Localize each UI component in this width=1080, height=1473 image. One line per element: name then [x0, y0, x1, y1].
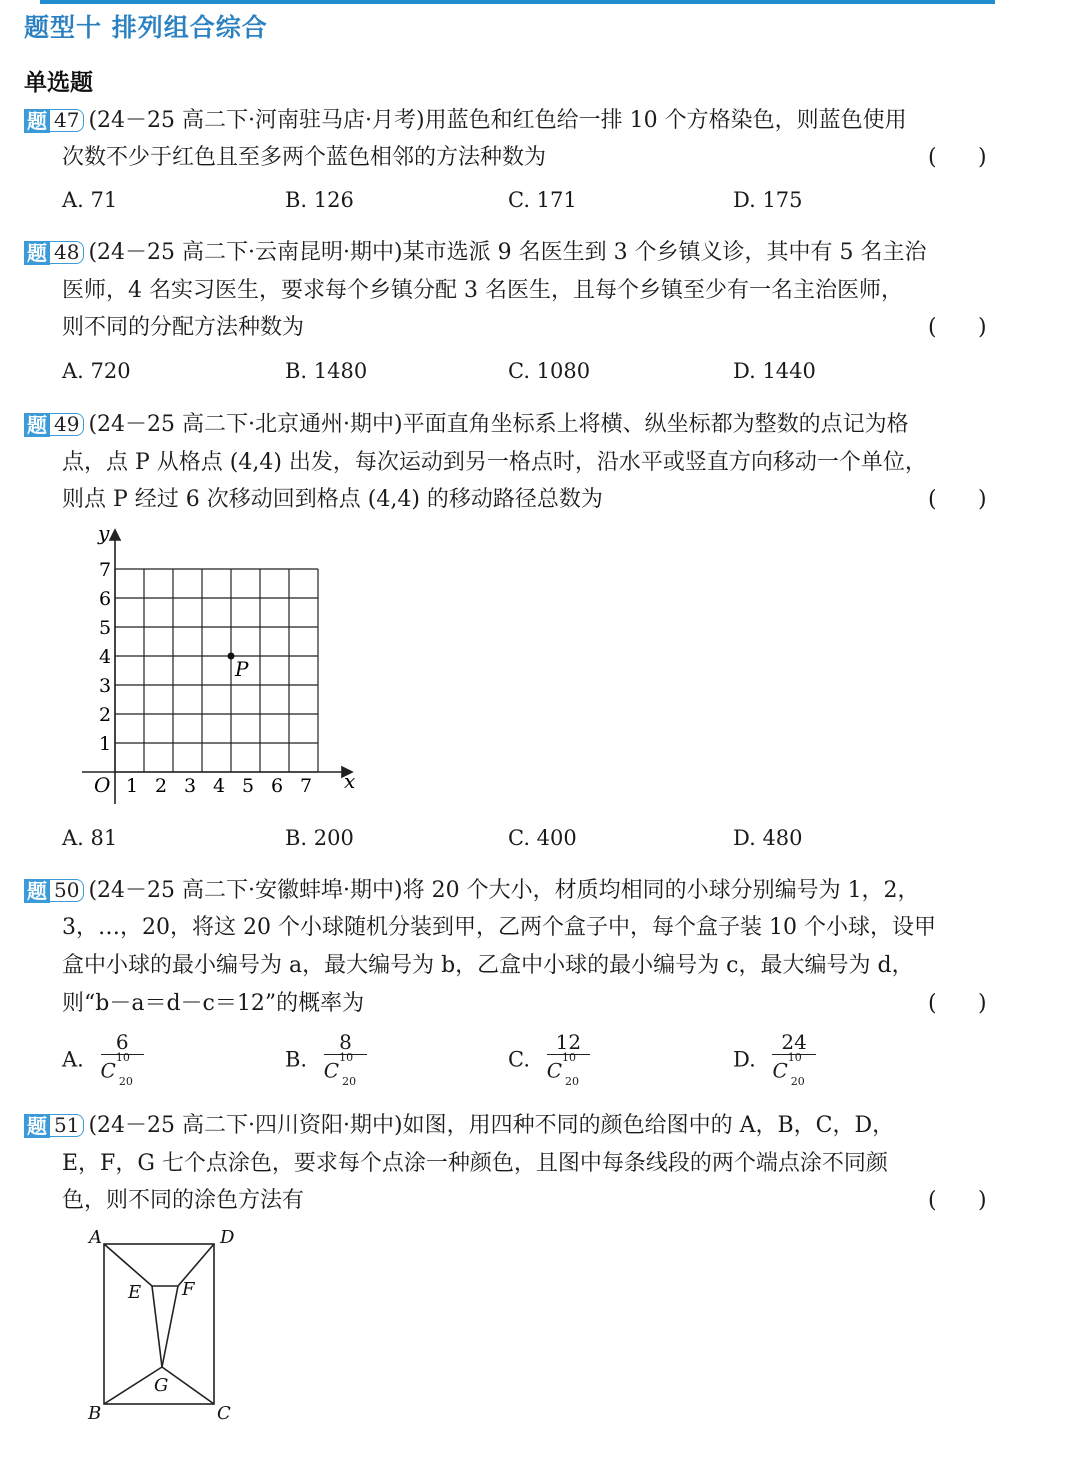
answer-blank: ( )	[928, 1188, 987, 1213]
question-line: 则点 P 经过 6 次移动回到格点 (4,4) 的移动路径总数为	[62, 487, 603, 512]
y-tick-label: 1	[99, 733, 112, 755]
question-line: 题 47 (24－25 高二下·河南驻马店·月考)用蓝色和红色给一排 10 个方格染色，则蓝色使用	[24, 106, 907, 136]
fraction: $\frac{12}{C^{10}_{20}}$	[547, 1030, 590, 1092]
fraction: $\frac{24}{C^{10}_{20}}$	[772, 1030, 815, 1092]
coordinate-grid-figure	[70, 520, 370, 810]
option-d: D. 175	[733, 188, 803, 212]
option-b: B. 126	[285, 188, 354, 212]
point-p-label: P	[235, 657, 249, 681]
x-tick-label: 5	[242, 775, 255, 797]
option-a: A. 81	[62, 826, 118, 850]
x-tick-label: 3	[184, 775, 197, 797]
x-tick-label: 7	[300, 775, 313, 797]
question-line: 题 51 (24－25 高二下·四川资阳·期中)如图，用四种不同的颜色给图中的 A，B，C，D，	[24, 1111, 894, 1141]
y-tick-label: 4	[99, 646, 112, 668]
answer-blank: ( )	[928, 487, 987, 512]
question-tag: 题 48	[24, 241, 84, 265]
question-tag: 题 51	[24, 1114, 84, 1138]
x-tick-label: 6	[271, 775, 284, 797]
answer-blank: ( )	[928, 315, 987, 340]
x-tick-label: 2	[155, 775, 168, 797]
y-tick-label: 7	[99, 559, 112, 581]
label-e: E	[128, 1282, 142, 1303]
option-c: C. 171	[508, 188, 577, 212]
question-line: 医师，4 名实习医生，要求每个乡镇分配 3 名医生，且每个乡镇至少有一名主治医师，	[62, 278, 903, 303]
edge-f-g	[162, 1286, 178, 1367]
sub-title: 单选题	[24, 70, 93, 96]
question-tag: 题 50	[24, 879, 84, 903]
y-tick-label: 6	[99, 588, 112, 610]
question-line: 则不同的分配方法种数为	[62, 315, 305, 340]
edge-a-e	[104, 1244, 152, 1286]
question-line: 次数不少于红色且至多两个蓝色相邻的方法种数为	[62, 145, 547, 170]
x-axis-label: x	[344, 769, 356, 793]
label-b: B	[88, 1403, 102, 1424]
section-title: 题型十 排列组合综合	[24, 13, 268, 42]
option-d: D. 1440	[733, 359, 816, 383]
y-tick-label: 5	[99, 617, 112, 639]
option-c: C. 400	[508, 826, 577, 850]
y-axis-label: y	[98, 521, 110, 545]
question-line: 盒中小球的最小编号为 a，最大编号为 b，乙盒中小球的最小编号为 c，最大编号为 d，	[62, 953, 914, 978]
y-tick-label: 3	[99, 675, 112, 697]
label-g: G	[154, 1375, 169, 1396]
label-c: C	[217, 1403, 231, 1424]
question-line: 题 48 (24－25 高二下·云南昆明·期中)某市选派 9 名医生到 3 个乡镇义诊，其中有 5 名主治	[24, 238, 927, 268]
label-d: D	[220, 1227, 235, 1248]
x-tick-label: 1	[126, 775, 139, 797]
question-line: 题 50 (24－25 高二下·安徽蚌埠·期中)将 20 个大小，材质均相同的小球分别编号为 1，2，	[24, 876, 920, 906]
option-d: D. 480	[733, 826, 803, 850]
fraction: $\frac{8}{C^{10}_{20}}$	[324, 1030, 367, 1092]
option-c: C. $\frac{12}{C^{10}_{20}}$	[508, 1030, 590, 1092]
question-line: 色，则不同的涂色方法有	[62, 1188, 305, 1213]
question-line: 点，点 P 从格点 (4,4) 出发，每次运动到另一格点时，沿水平或竖直方向移动一个单位，	[62, 450, 927, 475]
point-p-marker	[228, 653, 235, 660]
coloring-graph-figure	[80, 1225, 250, 1425]
option-a: A. 71	[62, 188, 118, 212]
option-c: C. 1080	[508, 359, 591, 383]
question-line: 则“b－a＝d－c＝12”的概率为	[62, 991, 365, 1016]
label-a: A	[89, 1227, 102, 1248]
fraction: $\frac{6}{C^{10}_{20}}$	[101, 1030, 144, 1092]
answer-blank: ( )	[928, 145, 987, 170]
question-line: 3，…，20，将这 20 个小球随机分装到甲，乙两个盒子中，每个盒子装 10 个小球，设甲	[62, 915, 936, 940]
question-tag: 题 47	[24, 109, 84, 133]
option-b: B. $\frac{8}{C^{10}_{20}}$	[285, 1030, 367, 1092]
option-b: B. 1480	[285, 359, 368, 383]
question-tag: 题 49	[24, 413, 84, 437]
y-tick-label: 2	[99, 704, 112, 726]
edge-c-g	[162, 1367, 214, 1404]
edge-e-g	[152, 1286, 162, 1367]
origin-label: O	[94, 773, 111, 797]
label-f: F	[182, 1279, 195, 1300]
x-tick-label: 4	[213, 775, 226, 797]
question-line: E，F，G 七个点涂色，要求每个点涂一种颜色，且图中每条线段的两个端点涂不同颜	[62, 1151, 888, 1176]
option-d: D. $\frac{24}{C^{10}_{20}}$	[733, 1030, 816, 1092]
answer-blank: ( )	[928, 991, 987, 1016]
question-line: 题 49 (24－25 高二下·北京通州·期中)平面直角坐标系上将横、纵坐标都为整数的点记为格	[24, 410, 909, 440]
top-accent-bar	[40, 0, 995, 4]
option-a: A. 720	[62, 359, 131, 383]
option-b: B. 200	[285, 826, 354, 850]
option-a: A. $\frac{6}{C^{10}_{20}}$	[62, 1030, 144, 1092]
y-axis-arrow	[110, 530, 120, 540]
